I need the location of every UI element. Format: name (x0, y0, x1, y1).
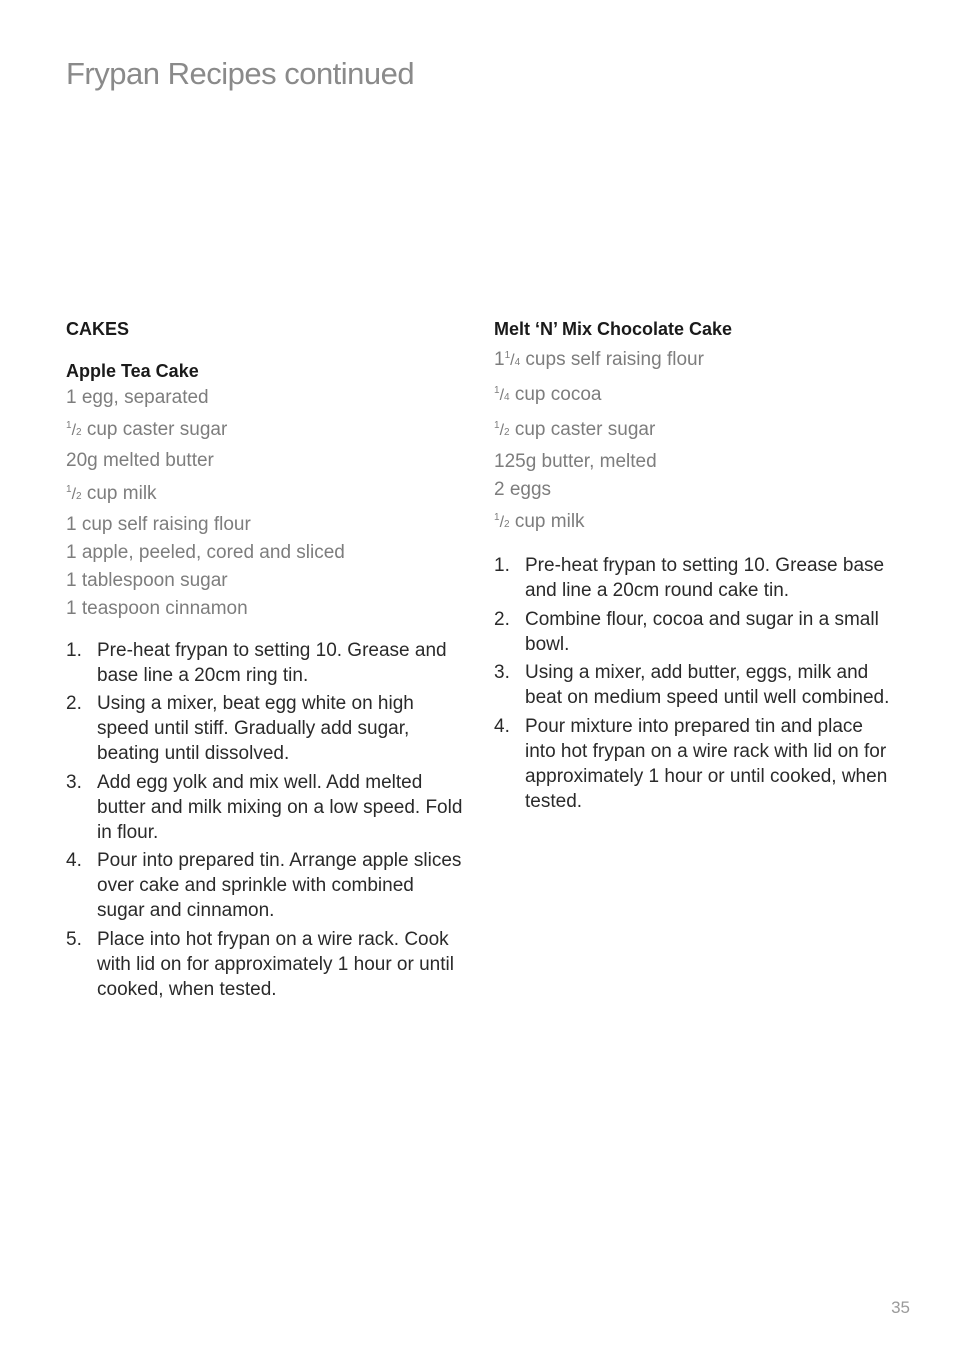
recipe-title-apple-tea-cake: Apple Tea Cake (66, 361, 199, 381)
fraction-numerator: 1 (494, 512, 500, 524)
ingredient-text: 20g melted butter (66, 450, 214, 472)
method-steps (66, 638, 466, 1002)
step-number: 3. (494, 662, 510, 684)
step-number: 2. (494, 608, 510, 630)
fraction-numerator: 1 (494, 385, 500, 397)
step-text: Pre-heat frypan to setting 10. Grease and base line a 20cm ring tin. (97, 639, 447, 686)
recipe-title-chocolate-cake: Melt ‘N’ Mix Chocolate Cake (494, 319, 733, 339)
fraction-denominator: 2 (76, 490, 82, 502)
ingredient-item (494, 504, 894, 539)
step-number: 1. (494, 555, 510, 577)
ingredient-item (494, 377, 894, 412)
method-step (66, 848, 466, 923)
ingredient-item (494, 476, 894, 504)
fraction-numerator: 1 (494, 420, 500, 432)
ingredient-text: cup caster sugar (81, 419, 228, 441)
fraction: $^1$/2 (66, 483, 82, 503)
ingredient-item (66, 476, 466, 511)
fraction-numerator: 1 (504, 350, 511, 361)
method-step (494, 714, 894, 814)
fraction: $^1$/2 (66, 420, 82, 440)
fraction: $^1$/2 (494, 512, 510, 532)
step-number: 2. (66, 693, 82, 715)
step-number: 3. (66, 771, 82, 793)
step-number: 5. (66, 928, 82, 950)
ingredient-whole: 1 (494, 349, 505, 370)
step-text: Using a mixer, beat egg white on high speed until stiff. Gradually add sugar, beating until dissolved. (97, 693, 414, 765)
ingredient-text: cup milk (81, 482, 157, 504)
fraction-denominator: 4 (514, 357, 521, 368)
ingredient-text: 1 cup self raising flour (66, 513, 251, 535)
ingredient-item (66, 539, 466, 567)
ingredient-text: cup caster sugar (509, 419, 656, 441)
method-steps (494, 553, 894, 814)
fraction: $^1$/4 (504, 350, 521, 369)
ingredient-text: 1 apple, peeled, cored and sliced (66, 542, 345, 564)
step-number: 1. (66, 639, 82, 661)
ingredient-item (494, 448, 894, 476)
ingredient-item (66, 447, 466, 475)
ingredient-text: 125g butter, melted (494, 450, 657, 472)
fraction: $^1$/4 (494, 385, 510, 405)
method-step (66, 638, 466, 688)
method-step (66, 770, 466, 845)
step-text: Pre-heat frypan to setting 10. Grease base and line a 20cm round cake tin. (525, 555, 885, 602)
fraction-denominator: 2 (504, 519, 510, 531)
section-heading: CAKES (66, 319, 130, 339)
step-text: Using a mixer, add butter, eggs, milk and beat on medium speed until well combined. (525, 662, 890, 709)
fraction-numerator: 1 (66, 420, 72, 432)
method-step (66, 691, 466, 766)
fraction-denominator: 4 (504, 392, 510, 404)
ingredient-item (494, 342, 894, 377)
ingredient-item (66, 412, 466, 447)
fraction: $^1$/2 (494, 420, 510, 440)
ingredient-item (66, 511, 466, 539)
ingredient-text: cup milk (509, 511, 585, 533)
fraction-denominator: 2 (76, 427, 82, 439)
step-number: 4. (66, 850, 82, 872)
ingredient-item (66, 567, 466, 595)
fraction-denominator: 2 (504, 427, 510, 439)
ingredient-list (494, 342, 894, 539)
method-step (494, 660, 894, 710)
step-text: Combine flour, cocoa and sugar in a small bowl. (525, 608, 879, 655)
fraction-numerator: 1 (66, 483, 72, 495)
ingredient-item (66, 384, 466, 412)
right-column (494, 316, 894, 817)
step-text: Pour mixture into prepared tin and place into hot frypan on a wire rack with lid on for approximately 1 hour or until cooked, when tested. (525, 715, 888, 812)
page-number: 35 (891, 1298, 910, 1317)
left-column (66, 316, 466, 1005)
page-title: Frypan Recipes continued (66, 56, 415, 91)
method-step (494, 553, 894, 603)
step-text: Add egg yolk and mix well. Add melted butter and milk mixing on a low speed. Fold in flour. (97, 771, 463, 843)
ingredient-item (494, 412, 894, 447)
ingredient-text: 2 eggs (494, 478, 552, 500)
ingredient-text: 1 egg, separated (66, 387, 209, 408)
step-number: 4. (494, 715, 510, 737)
step-text: Pour into prepared tin. Arrange apple slices over cake and sprinkle with combined sugar and cinnamon. (97, 850, 462, 922)
ingredient-item (66, 595, 466, 623)
ingredient-text: cups self raising flour (520, 349, 704, 370)
ingredient-list (66, 384, 466, 624)
ingredient-text: cup cocoa (509, 384, 602, 406)
ingredient-text: 1 tablespoon sugar (66, 570, 228, 592)
method-step (66, 927, 466, 1002)
step-text: Place into hot frypan on a wire rack. Cook with lid on for approximately 1 hour or until cooked, when tested. (97, 928, 454, 1000)
method-step (494, 607, 894, 657)
ingredient-text: 1 teaspoon cinnamon (66, 598, 248, 620)
